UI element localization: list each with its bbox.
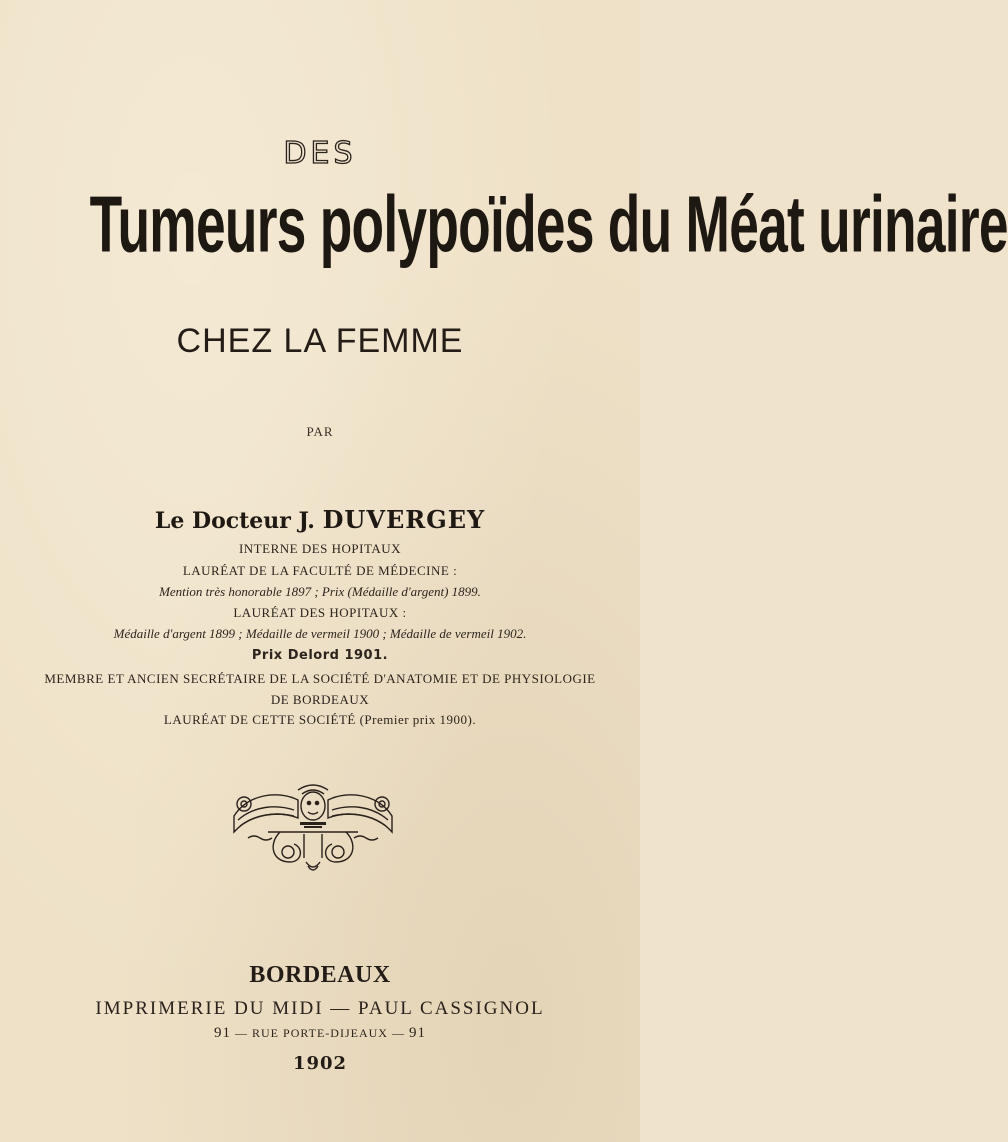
imprint-printer: IMPRIMERIE DU MIDI — PAUL CASSIGNOL	[95, 998, 545, 1019]
imprint-address	[0, 1025, 640, 1042]
address-number-right: 91	[408, 1025, 426, 1041]
address-number-left: 91	[214, 1025, 232, 1041]
credential-line: Médaille d'argent 1899 ; Médaille de vermeil 1900 ; Médaille de vermeil 1902.	[113, 626, 527, 641]
printer-mark-ornament-icon	[228, 782, 398, 874]
imprint-city: BORDEAUX	[249, 962, 391, 988]
des-heading	[0, 136, 640, 171]
author-prefix: Le Docteur J.	[154, 508, 315, 534]
book-title: Tumeurs polypoïdes du Méat urinaire	[89, 179, 1008, 269]
credential-line: LAURÉAT DE LA FACULTÉ DE MÉDECINE :	[182, 563, 458, 578]
credential-line: MEMBRE ET ANCIEN SECRÉTAIRE DE LA SOCIÉTÉ D'ANATOMIE ET DE PHYSIOLOGIE	[44, 671, 596, 686]
credential-line: LAURÉAT DE CETTE SOCIÉTÉ (Premier prix 1900).	[163, 712, 477, 727]
book-subtitle: CHEZ LA FEMME	[176, 322, 464, 360]
author-line	[0, 505, 640, 534]
publication-year: 1902	[292, 1053, 348, 1074]
credential-line: Prix Delord 1901.	[251, 648, 389, 663]
des-text: DES	[283, 136, 357, 171]
credential-line: Mention très honorable 1897 ; Prix (Médaille d'argent) 1899.	[159, 584, 481, 599]
credential-line: INTERNE DES HOPITAUX	[238, 541, 402, 556]
credential-line: DE BORDEAUX	[270, 692, 370, 707]
author-name: DUVERGEY	[322, 505, 486, 534]
credential-line: LAURÉAT DES HOPITAUX :	[233, 605, 407, 620]
address-street: — RUE PORTE-DIJEAUX —	[235, 1026, 405, 1040]
by-label: PAR	[306, 424, 334, 439]
